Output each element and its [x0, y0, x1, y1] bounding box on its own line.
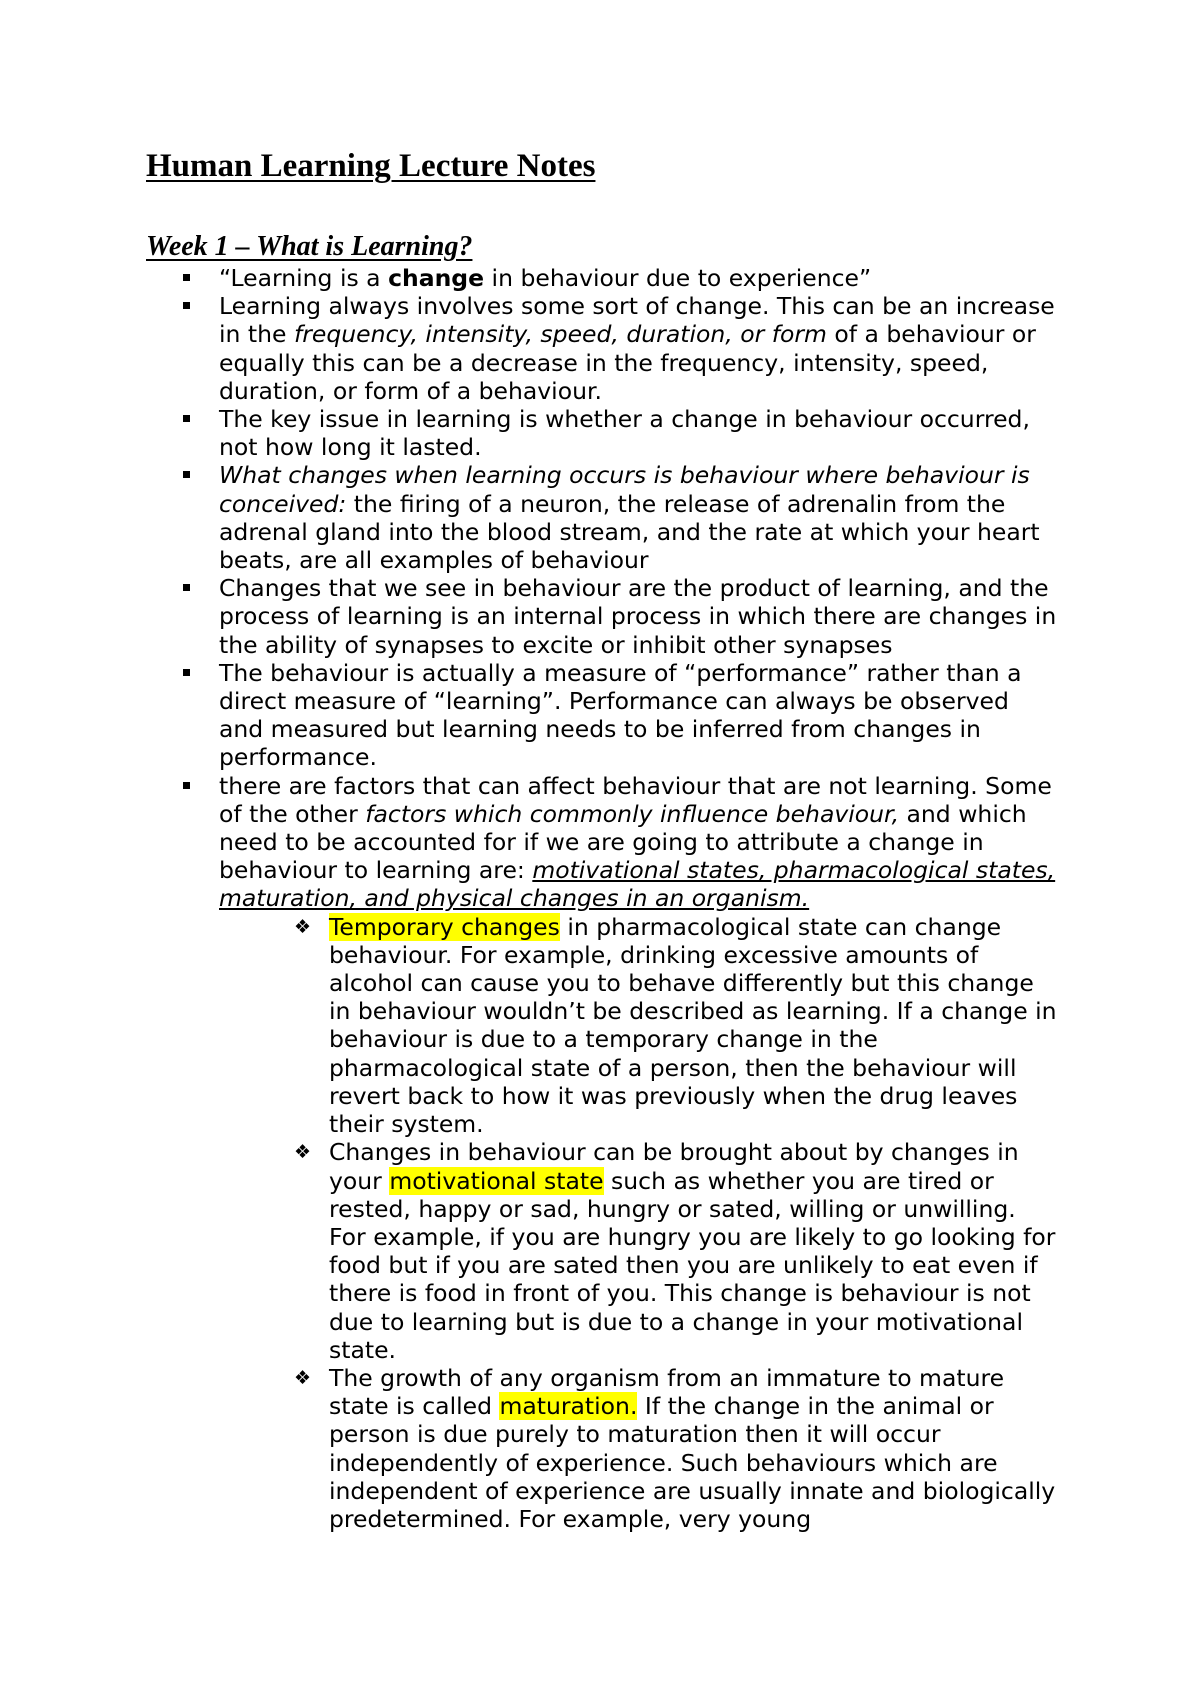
diamond-bullet-icon: ❖ [294, 915, 312, 938]
sub-list-item: ❖ Changes in behaviour can be brought about by changes in your motivational state such as whether you are tired or rested, happy or sad, hungry or sated, willing or unwilling. For example, if you are hungry you are likely to go looking for food but if you are sated then you are unlikely to eat even if there is food in front of you. This change is behaviour is not due to learning but is due to a change in your motivational state. [294, 1138, 1056, 1364]
emphasis-bold: change [388, 264, 485, 292]
emphasis-italic: frequency, intensity, speed, duration, or form [293, 320, 827, 349]
notes-list [0, 264, 1059, 1533]
sub-list-item: ❖ Temporary changes in pharmacological state can change behaviour. For example, drinking excessive amounts of alcohol can cause you to behave differently but this change in behaviour wouldn’t be described as learning. If a change in behaviour is due to a temporary change in the pharmacological state of a person, then the behaviour will revert back to how it was previously when the drug leaves their system. [294, 912, 1057, 1139]
emphasis-italic-underline: motivational states, pharmacological states, maturation, and physical changes in an organism. [219, 856, 1056, 913]
highlighted-term: motivational state [389, 1166, 604, 1195]
list-item: The key issue in learning is whether a change in behaviour occurred, not how long it lasted. [0, 405, 1059, 461]
list-item: What changes when learning occurs is behaviour where behaviour is conceived: the firing of a neuron, the release of adrenalin from the adrenal gland into the blood stream, and the rate at which your heart beats, are all examples of behaviour [0, 461, 1059, 574]
highlighted-term: Temporary changes [329, 912, 560, 941]
list-item: Learning always involves some sort of change. This can be an increase in the frequency, intensity, speed, duration, or form of a behaviour or equally this can be a decrease in the frequency, intensity, speed, duration, or form of a behaviour. [0, 292, 1059, 405]
highlighted-term: maturation. [499, 1392, 638, 1421]
square-bullet-icon [183, 782, 190, 789]
diamond-bullet-icon: ❖ [294, 1366, 312, 1389]
square-bullet-icon [183, 302, 190, 309]
emphasis-italic: factors which commonly influence behaviour, [365, 799, 900, 828]
list-item: Changes that we see in behaviour are the product of learning, and the process of learning is an internal process in which there are changes in the ability of synapses to excite or inhibit other synapses [0, 574, 1059, 659]
list-item: The behaviour is actually a measure of “performance” rather than a direct measure of “learning”. Performance can always be observed and measured but learning needs to be inferred from changes in performance. [0, 659, 1059, 772]
sub-list-item: ❖ The growth of any organism from an immature to mature state is called maturation. If the change in the animal or person is due purely to maturation then it will occur independently of experience. Such behaviours which are independent of experience are usually innate and biologically predetermined. For example, very young [294, 1363, 1056, 1533]
square-bullet-icon [183, 274, 190, 281]
square-bullet-icon [183, 669, 190, 676]
square-bullet-icon [183, 415, 190, 422]
square-bullet-icon [183, 471, 190, 478]
list-item: “Learning is a change in behaviour due to experience” [0, 264, 1059, 292]
list-item: there are factors that can affect behaviour that are not learning. Some of the other factors which commonly influence behaviour, and which need to be accounted for if we are going to attribute a change in behaviour to learning are: motivational states, pharmacological states, maturation, and physical changes in an organism. [0, 772, 1059, 913]
week-heading: Week 1 – What is Learning? [146, 231, 473, 262]
emphasis-italic: What changes when learning occurs is behaviour where behaviour is conceived: [219, 461, 1030, 518]
document-title: Human Learning Lecture Notes [146, 148, 596, 184]
diamond-bullet-icon: ❖ [294, 1141, 312, 1164]
square-bullet-icon [183, 584, 190, 591]
